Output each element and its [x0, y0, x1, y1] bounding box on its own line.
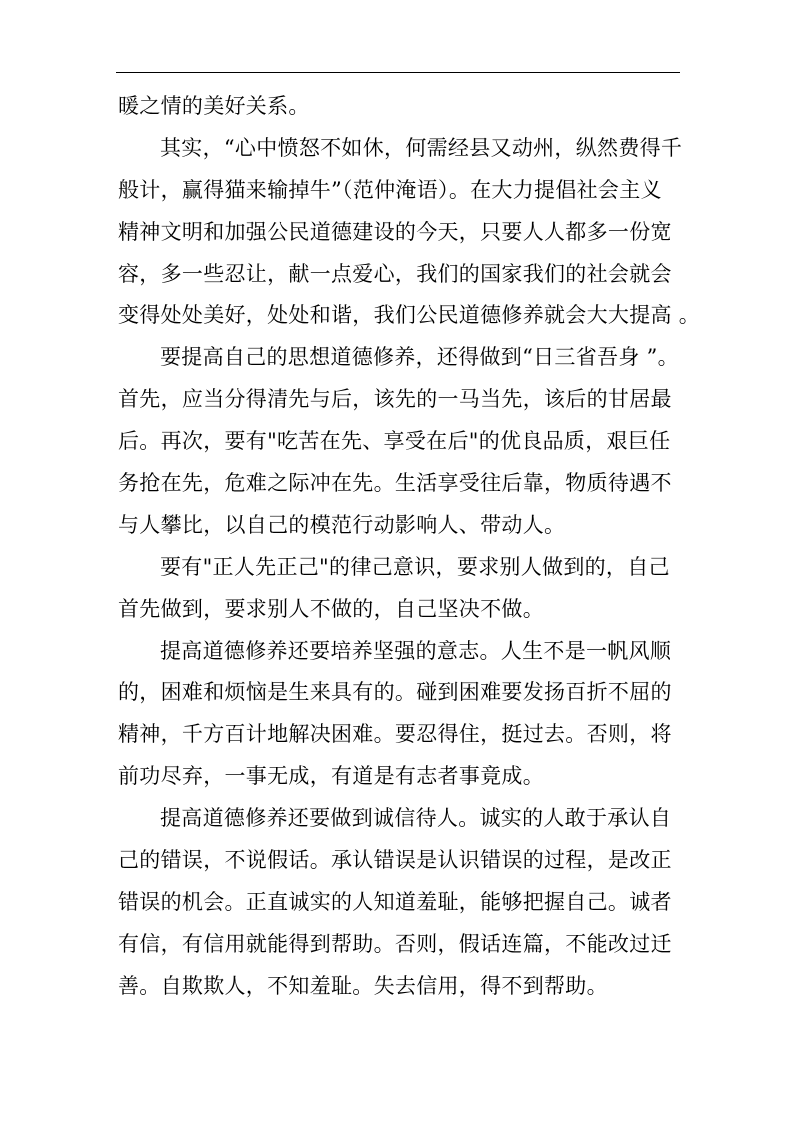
- text-line: 首先，应当分得清先与后，该先的一马当先，该后的甘居最: [118, 387, 672, 412]
- text-line: 后。再次，要有"吃苦在先、享受在后"的优良品质，艰巨任: [118, 429, 671, 454]
- text-line: 提高道德修养还要做到诚信待人。诚实的人敢于承认自: [160, 806, 672, 831]
- text-line: 精神文明和加强公民道德建设的今天，只要人人都多一份宽: [118, 219, 672, 244]
- text-line: 的，困难和烦恼是生来具有的。碰到困难要发扬百折不屈的: [118, 680, 672, 705]
- text-line: 暖之情的美好关系。: [118, 94, 310, 118]
- text-line: 要有"正人先正己"的律己意识，要求别人做到的，自己: [160, 554, 670, 579]
- text-line: 前功尽弃，一事无成，有道是有志者事竟成。: [118, 764, 544, 789]
- text-line: 精神，千方百计地解决困难。要忍得住，挺过去。否则，将: [118, 722, 672, 747]
- text-line: 善。自欺欺人，不知羞耻。失去信用，得不到帮助。: [118, 973, 608, 998]
- text-line: 容，多一些忍让，献一点爱心，我们的国家我们的社会就会: [118, 261, 672, 286]
- text-line: 错误的机会。正直诚实的人知道羞耻，能够把握自己。诚者: [118, 889, 672, 914]
- text-line: 有信，有信用就能得到帮助。否则，假话连篇，不能改过迁: [118, 931, 672, 956]
- text-line: 要提高自己的思想道德修养，还得做到“日三省吾身 ”。: [160, 345, 679, 370]
- text-line: 其实，“心中愤怒不如休，何需经县又动州，纵然费得千: [160, 135, 683, 160]
- text-line: 般计，赢得猫来输掉牛”（范仲淹语）。在大力提倡社会主义: [118, 177, 662, 202]
- text-line: 与人攀比，以自己的模范行动影响人、带动人。: [118, 512, 566, 537]
- body-text: [118, 86, 701, 1008]
- text-line: 务抢在先，危难之际冲在先。生活享受往后靠，物质待遇不: [118, 471, 672, 496]
- text-line: 提高道德修养还要培养坚强的意志。人生不是一帆风顺: [160, 638, 672, 663]
- text-line: 变得处处美好，处处和谐，我们公民道德修养就会大大提高 。: [118, 303, 701, 328]
- text-line: 首先做到，要求别人不做的，自己坚决不做。: [118, 596, 544, 621]
- text-line: 己的错误，不说假话。承认错误是认识错误的过程，是改正: [118, 848, 672, 873]
- header-rule: [116, 72, 680, 73]
